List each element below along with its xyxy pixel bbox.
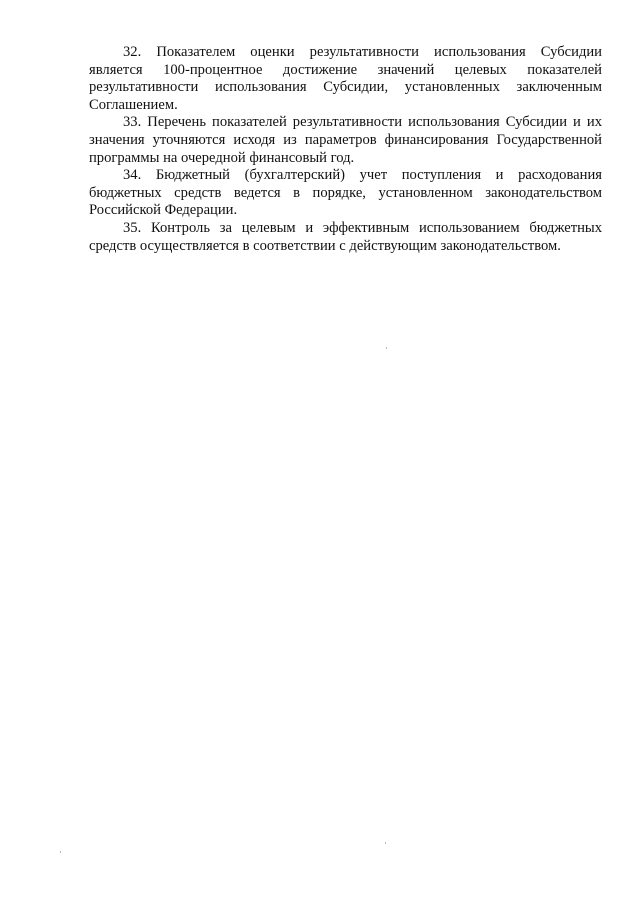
scan-speck <box>60 851 61 853</box>
paragraph-number: 34. <box>123 167 142 184</box>
paragraph-text: Перечень показателей результативности использования Субсидии и их значения уточняются исходя из параметров финансирования Государственной программы на очередной финансовый год. <box>89 114 602 166</box>
paragraph-number: 35. <box>123 219 142 236</box>
scan-speck <box>385 842 386 844</box>
paragraph-text: Показателем оценки результативности использования Субсидии является 100-процентное достижение значений целевых показателей результативности использования Субсидии, установленных заключенным Соглашением. <box>89 44 602 113</box>
paragraph-35 <box>89 220 602 255</box>
paragraph-text: Контроль за целевым и эффективным использованием бюджетных средств осуществляется в соответствии с действующим законодательством. <box>89 219 602 254</box>
paragraph-33 <box>89 114 602 167</box>
scan-speck <box>386 347 387 349</box>
document-body <box>89 44 602 255</box>
paragraph-number: 33. <box>123 114 142 131</box>
paragraph-number: 32. <box>123 44 142 60</box>
paragraph-text: Бюджетный (бухгалтерский) учет поступления и расходования бюджетных средств ведется в порядке, установленном законодательством Российской Федерации. <box>89 167 602 219</box>
paragraph-34 <box>89 167 602 220</box>
paragraph-32 <box>89 44 602 114</box>
